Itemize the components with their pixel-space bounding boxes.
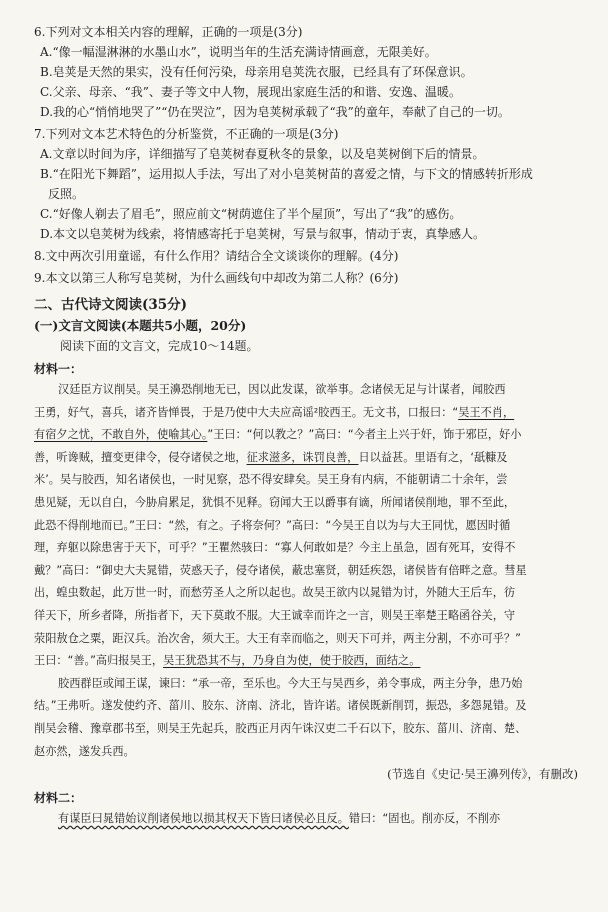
passage-line: 汉廷臣方议削吴。吴王濞恐削地无已，因以此发谋，欲举事。念诸侯无足与计谋者，闻胶西 [58, 383, 506, 396]
passage-line [34, 402, 588, 425]
passage-line: 患见疑，无以自白，今胁肩累足，犹惧不见释。窃闻大王以爵事有谪，所闻诸侯削地，罪不至此， [34, 495, 516, 509]
question-7-option-c: C.“好像人剃去了眉毛”，照应前文“树荫遮住了半个屋顶”，写出了“我”的感伤。 [40, 207, 462, 221]
subsection-title: (一)文言文阅读(本题共5小题，20分) [34, 318, 247, 333]
question-7-option-a: A.文章以时间为序，详细描写了皂荚树春夏秋冬的景象，以及皂荚树倒下后的情景。 [40, 147, 485, 161]
passage-line: 胶西群臣或闻王谋，谏曰：“承一帝，至乐也。今大王与吴西乡，弟令事成，两主分争，患乃始 [58, 676, 523, 690]
passage-line: 荥阳敖仓之粟，距汉兵。治次舍，须大王。大王有幸而临之，则天下可并，两主分割，不亦可乎？” [34, 631, 521, 645]
question-8: 8.文中两次引用童谣，有什么作用？请结合全文谈谈你的理解。(4分) [34, 249, 399, 263]
question-6-stem: 6.下列对文本相关内容的理解，正确的一项是(3分) [34, 25, 303, 39]
passage-line: 结。”王弗听。遂发使约齐、菑川、胶东、济南、济北，皆许诺。诸侯既新削罚，振恐，多怨晁错。及 [34, 699, 527, 713]
question-6-option-c: C.父亲、母亲、“我”、妻子等文中人物，展现出家庭生活的和谐、安逸、温暖。 [40, 85, 461, 99]
passage-line: 理，弃躯以除患害于天下，可乎？”王瞿然骇曰：“寡人何敢如是？今主上虽急，固有死耳，安得不 [34, 541, 516, 555]
question-6-option-d: D.我的心“悄悄地哭了”“仍在哭泣”，因为皂荚树承载了“我”的童年，奉献了自己的一切。 [40, 105, 510, 119]
question-7-option-b: B.“在阳光下舞蹈”，运用拟人手法，写出了对小皂荚树苗的喜爱之情，与下文的情感转折形成 [40, 167, 533, 181]
passage-text: 错曰：“固也。削亦反，不削亦 [348, 812, 501, 826]
wavy-underlined-sentence: 有谋臣曰晁错始议削诸侯地以损其权天下皆曰诸侯必且反。 [58, 812, 349, 826]
instruction: 阅读下面的文言文，完成10～14题。 [60, 339, 259, 353]
material-2-label: 材料二： [34, 791, 83, 806]
underlined-sentence: 有宿夕之忧，不敢自外，使喻其心。 [34, 428, 208, 442]
passage-line [34, 447, 588, 470]
question-9: 9.本文以第三人称写皂荚树，为什么画线句中却改为第二人称？(6分) [34, 271, 399, 285]
question-6-option-a: A.“像一幅湿淋淋的水墨山水”，说明当年的生活充满诗情画意，无限美好。 [40, 45, 437, 59]
passage-line [34, 424, 588, 447]
passage-line: 出，蝗虫数起，此万世一时，而愁劳圣人之所以起也。故吴王欲内以晁错为讨，外随大王后车，彷 [34, 586, 516, 600]
material-1-label: 材料一： [34, 362, 83, 376]
passage-line [34, 650, 588, 673]
question-6-option-b: B.皂荚是天然的果实，没有任何污染，母亲用皂荚洗衣服，已经具有了环保意识。 [40, 65, 473, 79]
passage-text: ”王曰：“何以教之？”高曰：“今者主上兴于奸，饰于邪臣，好小 [207, 428, 522, 442]
section-title: 二、古代诗文阅读(35分) [34, 297, 188, 313]
passage-line: 此恐不得削地而已。”王曰：“然，有之。子将奈何？”高曰：“今吴王自以为与大王同忧，愿因时循 [34, 518, 511, 532]
passage-text: 王曰：“善。”高归报吴王， [34, 654, 164, 668]
passage-text: 日以益甚。里语有之，‘舐糠及 [358, 450, 508, 464]
underlined-sentence: 吴王不肖， [458, 405, 515, 419]
underlined-sentence: 吴王犹恐其不与，乃身自为使，使于胶西，面结之。 [163, 654, 421, 668]
passage-source: (节选自《史记·吴王濞列传》，有删改) [387, 767, 578, 782]
question-7-stem: 7.下列对文本艺术特色的分析鉴赏，不正确的一项是(3分) [34, 127, 339, 141]
passage-text: 善，听谗贼，擅变更律令，侵夺诸侯之地， [34, 450, 247, 464]
passage-line: 徉天下，所乡者降，所指者下，天下莫敢不服。大王诚幸而许之一言，则吴王率楚王略函谷关，守 [34, 608, 516, 622]
underlined-phrase: 征求滋多，诛罚良善， [246, 450, 359, 464]
passage-line: 削吴会稽、豫章郡书至，则吴王先起兵，胶西正月丙午诛汉吏二千石以下，胶东、菑川、济南、楚、 [34, 721, 527, 735]
passage-line [34, 808, 588, 831]
question-7-option-b-continued: 反照。 [48, 187, 85, 201]
passage-line: 戴？”高曰：“御史大夫晁错，荧惑天子，侵夺诸侯，蔽忠塞贤，朝廷疾怨，诸侯皆有倍畔之意。彗星 [34, 563, 527, 577]
passage-line: 米’。吴与胶西，知名诸侯也，一时见察，恐不得安肆矣。吴王身有内病，不能朝请二十余年，尝 [34, 473, 508, 487]
passage-line: 赵亦然，遂发兵西。 [34, 744, 135, 758]
question-7-option-d: D.本文以皂荚树为线索，将情感寄托于皂荚树，写景与叙事，情动于衷，真挚感人。 [40, 227, 486, 241]
passage-text: 王勇，好气，喜兵，诸齐皆惮畏，于是乃使中大夫应高谣²胶西王。无文书，口报曰：“ [34, 405, 459, 419]
